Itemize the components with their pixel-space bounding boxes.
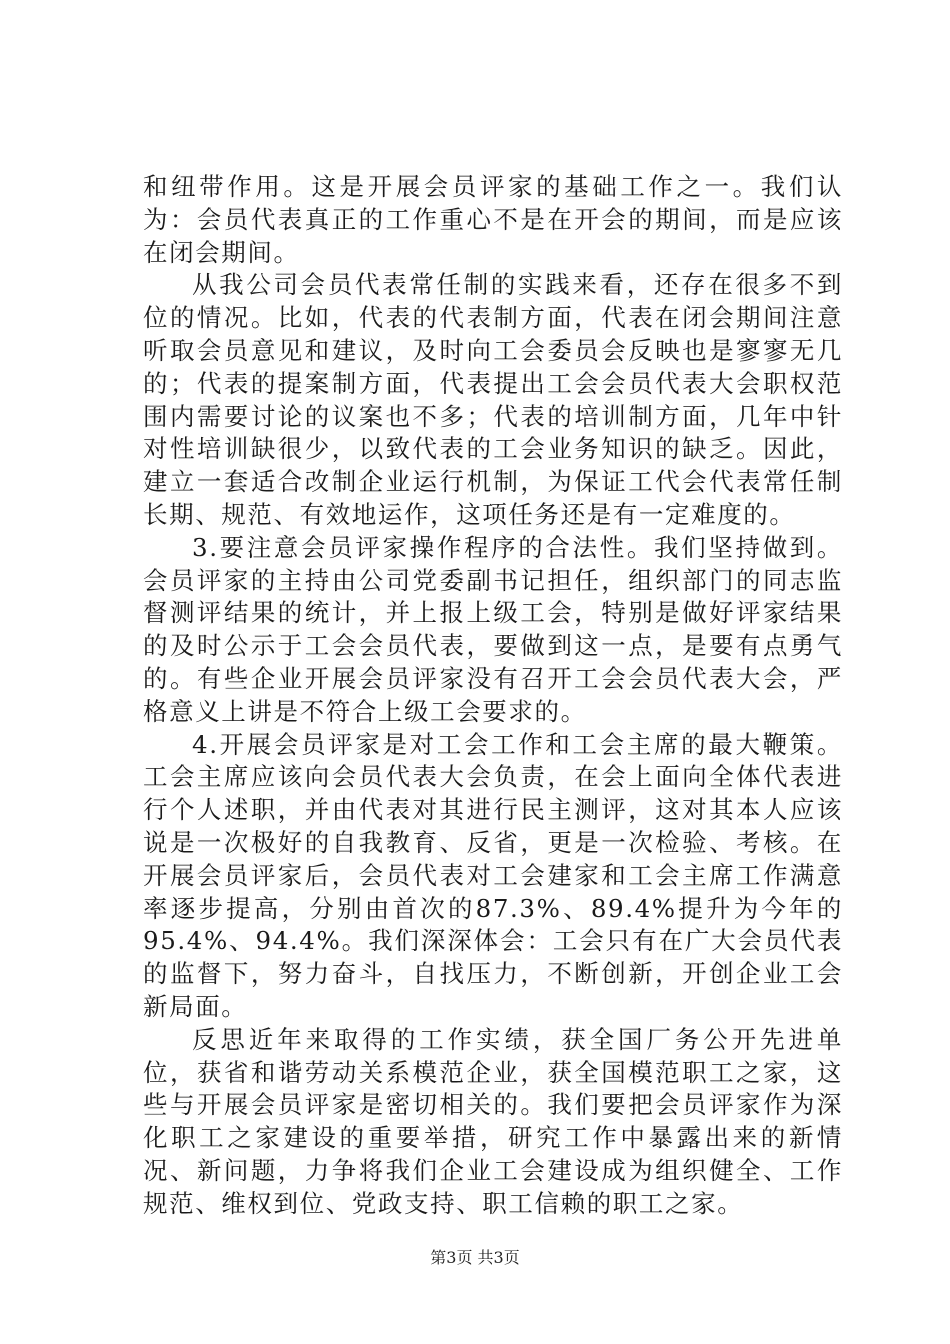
document-body bbox=[143, 171, 843, 1221]
page-footer: 第3页 共3页 bbox=[430, 1248, 520, 1267]
paragraph-1: 和纽带作用。这是开展会员评家的基础工作之一。我们认为：会员代表真正的工作重心不是在开会的期间，而是应该在闭会期间。 bbox=[143, 172, 843, 267]
paragraph-4: 4.开展会员评家是对工会工作和工会主席的最大鞭策。工会主席应该向会员代表大会负责，在会上面向全体代表进行个人述职，并由代表对其进行民主测评，这对其本人应该说是一次极好的自我教育、反省，更是一次检验、考核。在开展会员评家后，会员代表对工会建家和工会主席工作满意率逐步提高，分别由首次的87.3%、89.4%提升为今年的95.4%、94.4%。我们深深体会：工会只有在广大会员代表的监督下，努力奋斗，自找压力，不断创新，开创企业工会新局面。 bbox=[143, 729, 843, 1021]
paragraph-3: 3.要注意会员评家操作程序的合法性。我们坚持做到。会员评家的主持由公司党委副书记担任，组织部门的同志监督测评结果的统计，并上报上级工会，特别是做好评家结果的及时公示于工会会员代表，要做到这一点，是要有点勇气的。有些企业开展会员评家没有召开工会会员代表大会，严格意义上讲是不符合上级工会要求的。 bbox=[143, 532, 843, 726]
paragraph-2: 从我公司会员代表常任制的实践来看，还存在很多不到位的情况。比如，代表的代表制方面，代表在闭会期间注意听取会员意见和建议，及时向工会委员会反映也是寥寥无几的；代表的提案制方面，代表提出工会会员代表大会职权范围内需要讨论的议案也不多；代表的培训制方面，几年中针对性培训缺很少，以致代表的工会业务知识的缺乏。因此，建立一套适合改制企业运行机制，为保证工代会代表常任制长期、规范、有效地运作，这项任务还是有一定难度的。 bbox=[143, 270, 843, 529]
paragraph-5: 反思近年来取得的工作实绩，获全国厂务公开先进单位，获省和谐劳动关系模范企业，获全国模范职工之家，这些与开展会员评家是密切相关的。我们要把会员评家作为深化职工之家建设的重要举措，研究工作中暴露出来的新情况、新问题，力争将我们企业工会建设成为组织健全、工作规范、维权到位、党政支持、职工信赖的职工之家。 bbox=[143, 1024, 843, 1218]
